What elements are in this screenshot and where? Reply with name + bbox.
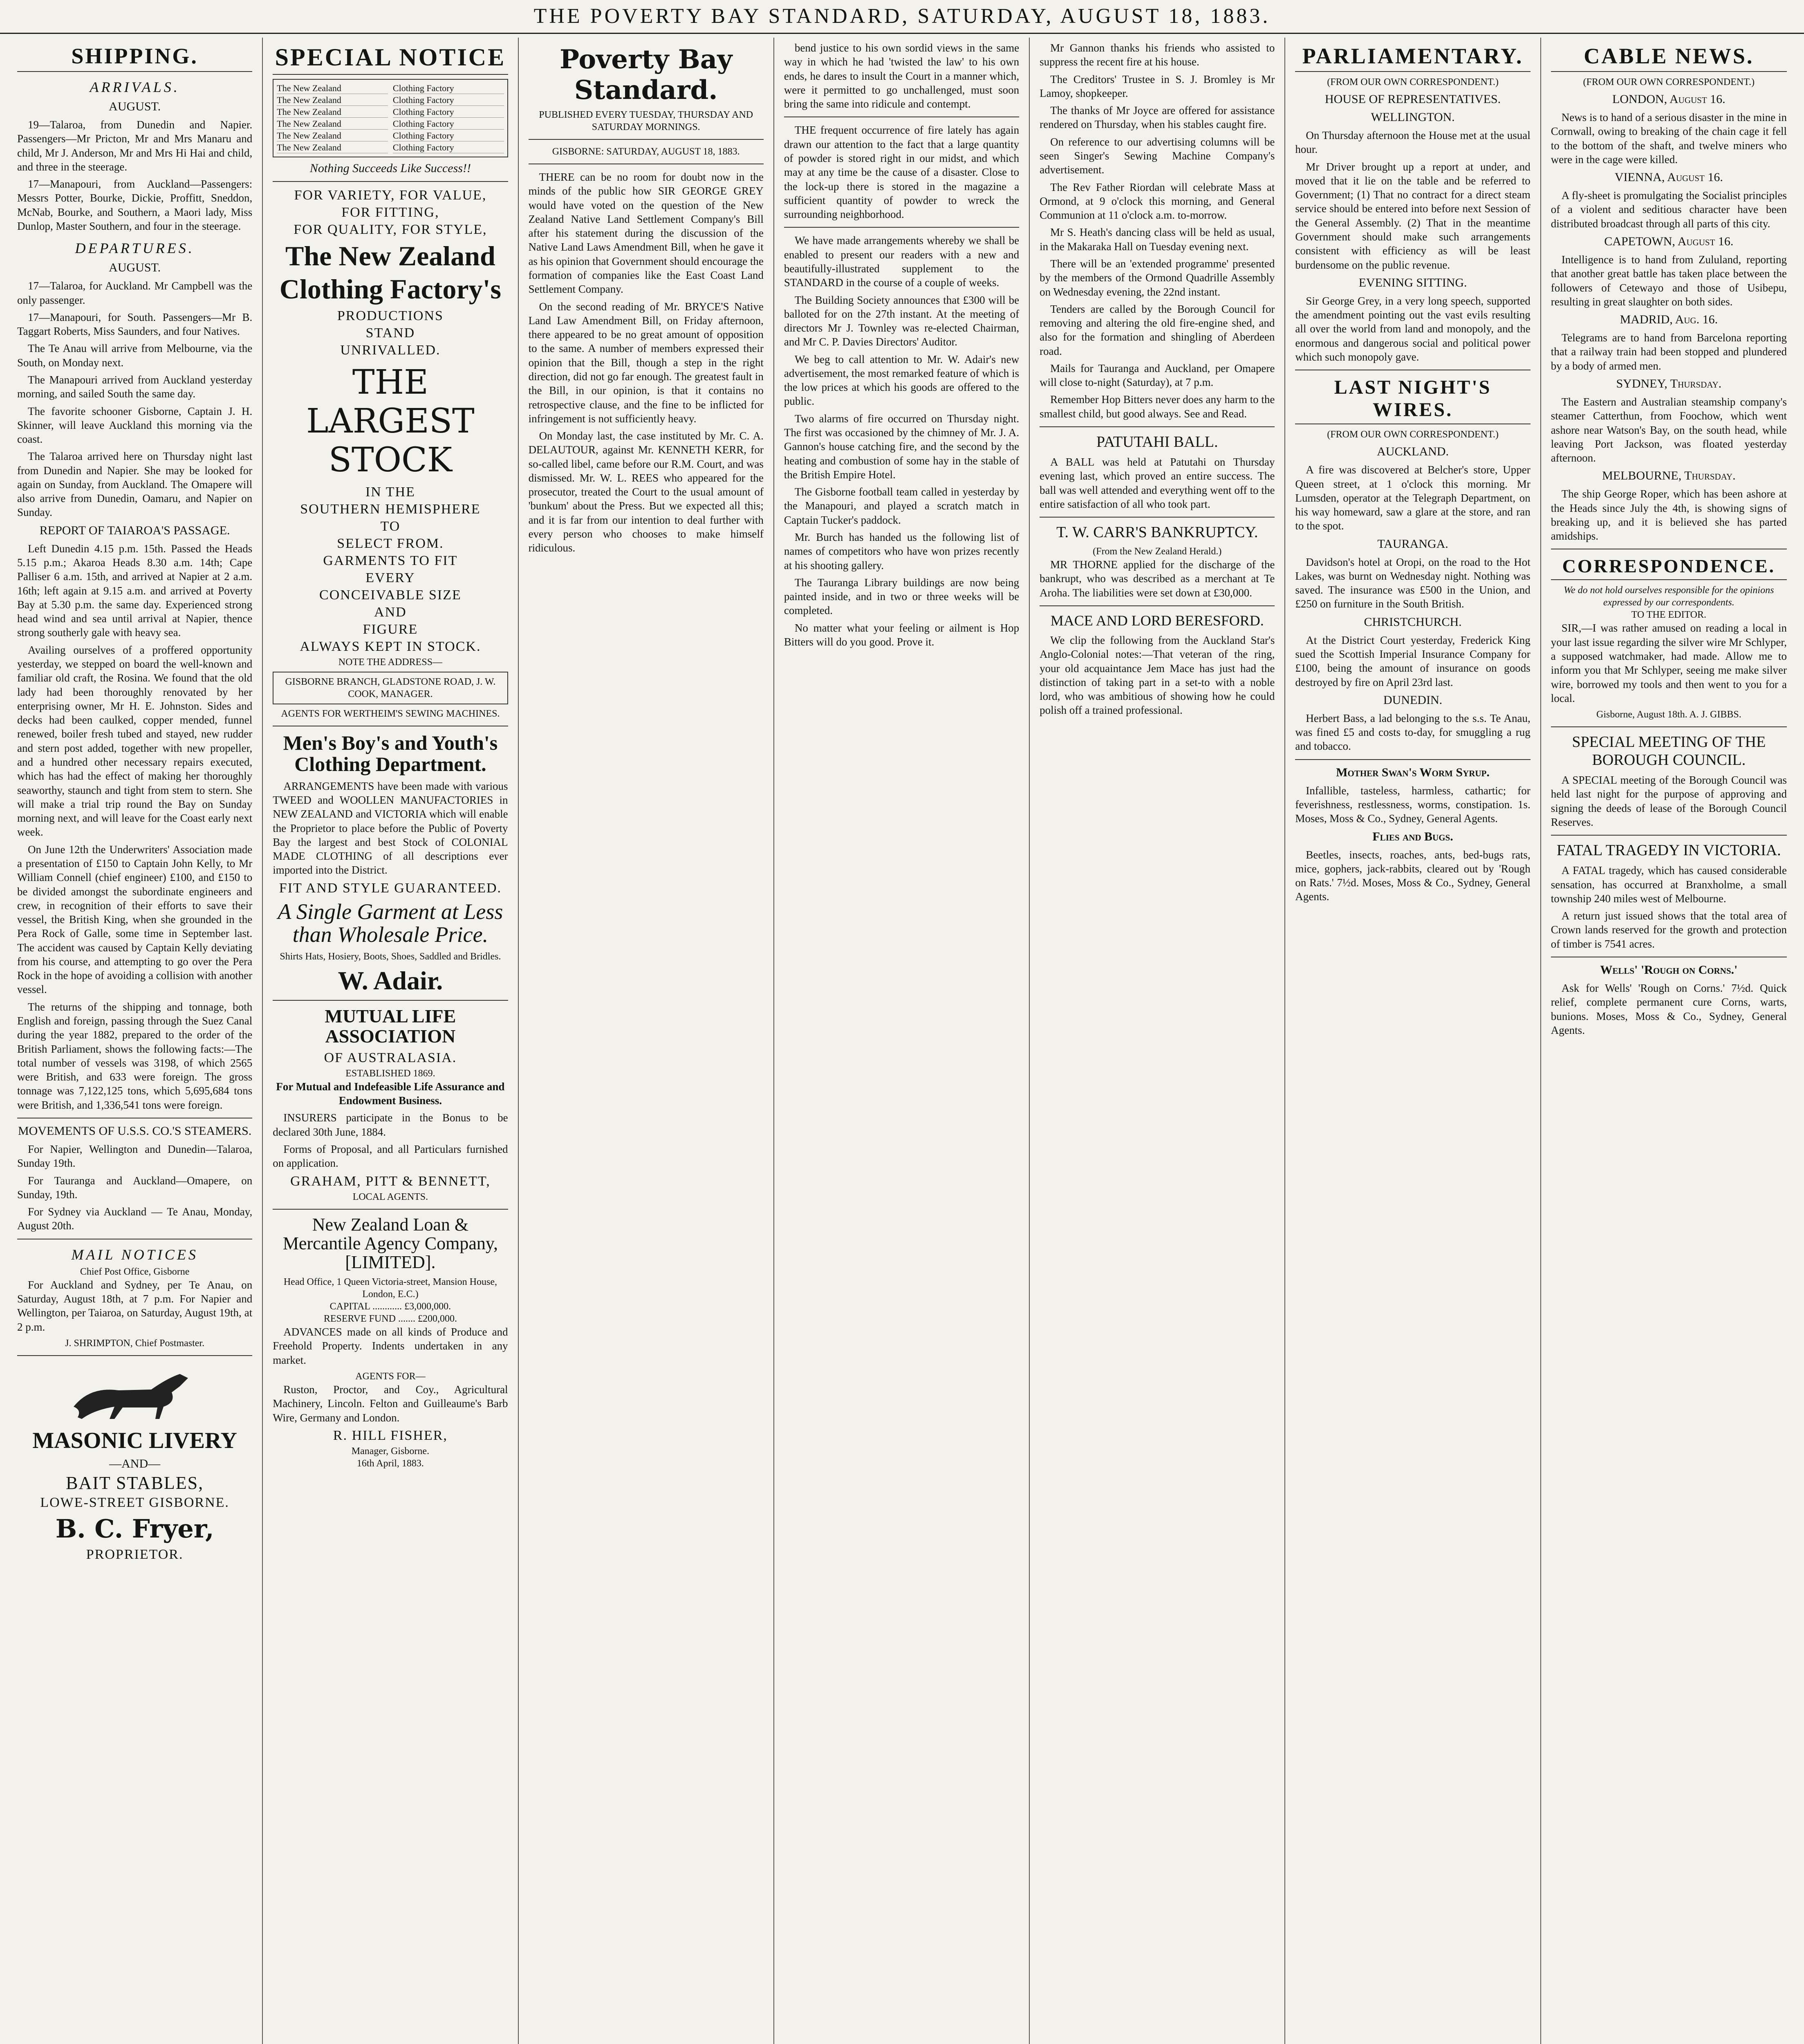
masthead-title: THE POVERTY BAY STANDARD, SATURDAY, AUGUST 18, 1883.	[533, 4, 1271, 28]
cable-sydney: The Eastern and Australian steamship company's steamer Catterthun, from Foochow, which went ashore near Watson's Bay, on the south head, while leaving Port Jackson, was floated yesterday afternoon.	[1551, 395, 1787, 464]
column-shipping	[7, 38, 263, 2044]
ad-dateline: 16th April, 1883.	[356, 1458, 424, 1469]
ad-line-9: TO	[380, 518, 401, 534]
agents-line: AGENTS FOR WERTHEIM'S SEWING MACHINES.	[281, 708, 500, 719]
capital: CAPITAL ............ £3,000,000.	[329, 1301, 451, 1312]
local-10: No matter what your feeling or ailment is Hop Bitters will do you good. Prove it.	[784, 621, 1020, 648]
mail-heading: MAIL NOTICES	[71, 1246, 198, 1263]
adair-name: W. Adair.	[338, 966, 443, 995]
hill-fisher: R. HILL FISHER,	[333, 1428, 448, 1443]
ad-line-16: ALWAYS KEPT IN STOCK.	[300, 639, 481, 654]
local-b-7: There will be an 'extended programme' presented by the members of the Ormond Quadrille Assembly on Wednesday evening, the 22nd instant.	[1040, 257, 1275, 298]
parl-1: On Thursday afternoon the House met at the usual hour.	[1295, 129, 1531, 156]
ad-line-13: CONCEIVABLE SIZE	[319, 587, 462, 603]
nz-clothing-row: Clothing Factory	[393, 107, 504, 118]
graham-pitt: GRAHAM, PITT & BENNETT,	[290, 1173, 491, 1189]
departure-2: 17—Manapouri, for South. Passengers—Mr B. Taggart Roberts, Miss Saunders, and four Natives.	[17, 311, 253, 338]
mail-signature: J. SHRIMPTON, Chief Postmaster.	[65, 1338, 205, 1349]
local-4: The Building Society announces that £300 will be balloted for on the 27th instant. At the meeting of directors Mr J. Townley was re-elected Chairman, and Mr C. P. Davies Directors' Auditor.	[784, 294, 1020, 348]
column-parliamentary	[1285, 38, 1541, 2044]
largest-stock: THE LARGEST STOCK	[306, 363, 475, 480]
local-7: The Gisborne football team called in yesterday by the Manapouri, and played a scratch match in Captain Tucker's paddock.	[784, 486, 1020, 526]
established: ESTABLISHED 1869.	[345, 1068, 435, 1079]
departure-1: 17—Talaroa, for Auckland. Mr Campbell was the only passenger.	[17, 280, 253, 306]
brand-line-2: Clothing Factory's	[279, 273, 501, 305]
livery-name: B. C. Fryer,	[55, 1513, 214, 1544]
livery-and: —AND—	[109, 1457, 161, 1470]
arrival-2: 17—Manapouri, from Auckland—Passengers: Messrs Potter, Bourke, Dickie, Proffitt, Sneddon, McNab, Bourke, and Southern, a Maori lady, Miss Dunlop, Master Southern, and four in the steerage.	[17, 178, 253, 232]
tauranga-heading: TAURANGA.	[1377, 537, 1448, 551]
local-2: THE frequent occurrence of fire lately has again drawn our attention to the fact that a large quantity of powder is stored right in our midst, and which may at any time be the cause of a disaster. Close to the lock-up there is stored in the magazine a sufficient quantity of powder to wreck the surrounding neighborhood.	[784, 124, 1020, 221]
mens-fit: FIT AND STYLE GUARANTEED.	[279, 880, 502, 896]
divider	[273, 1000, 508, 1001]
movements-heading: MOVEMENTS OF U.S.S. CO.'S STEAMERS.	[18, 1124, 252, 1138]
worm-heading: Mother Swan's Worm Syrup.	[1336, 765, 1490, 779]
shipping-heading: SHIPPING.	[17, 43, 252, 72]
nz-clothing-row: The New Zealand	[277, 119, 388, 130]
cable-london: News is to hand of a serious disaster in the mine in Cornwall, owing to breaking of the chain cage it fell to the bottom of the shaft, and twelve miners who were in the cage were killed.	[1551, 111, 1787, 166]
parl-3: Sir George Grey, in a very long speech, supported the amendment pointing out the vast evils resulting all over the world from land and monopoly, and the enormous and dangerous social and political power which such monopoly gave.	[1295, 294, 1531, 363]
wire-1: A fire was discovered at Belcher's store, Upper Queen street, at 1 o'clock this morning. Mr Lumsden, operator at the Telegraph Department, on his way homeward, saw a glare at the store, and ran to the spot.	[1295, 464, 1531, 532]
arrivals-heading: ARRIVALS.	[90, 79, 180, 95]
wire-2: Davidson's hotel at Oropi, on the road to the Hot Lakes, was burnt on Wednesday night. Nothing was saved. The insurance was £500 in the Union, and £250 on furniture in the South British.	[1295, 556, 1531, 610]
livery-street: LOWE-STREET GISBORNE.	[40, 1495, 229, 1510]
parliamentary-sub: (FROM OUR OWN CORRESPONDENT.)	[1327, 77, 1499, 87]
mutual-heading: MUTUAL LIFE ASSOCIATION	[325, 1006, 456, 1047]
nz-clothing-row: The New Zealand	[277, 107, 388, 118]
rough-heading: Wells' 'Rough on Corns.'	[1600, 963, 1738, 977]
cable-heading: CABLE NEWS.	[1551, 43, 1787, 72]
cable-vienna: A fly-sheet is promulgating the Socialist principles of a violent and seditious character have been distributed broadcast through all parts of this city.	[1551, 189, 1787, 230]
patutahi-text: A BALL was held at Patutahi on Thursday evening last, which proved an entire success. The ball was well attended and everything went off to the entire satisfaction of all who took part.	[1040, 456, 1275, 510]
divider	[784, 227, 1019, 228]
correspondence-to: TO THE EDITOR.	[1631, 610, 1706, 621]
nz-clothing-list	[273, 79, 508, 157]
return-text: A return just issued shows that the total area of Crown lands reserved for the growth and protection of timber is 7541 acres.	[1551, 910, 1787, 950]
carr-text: MR THORNE applied for the discharge of the bankrupt, who was described as a merchant at Te Aroha. The liabilities were set down at £30,000.	[1040, 558, 1275, 599]
nz-clothing-row: The New Zealand	[277, 142, 388, 153]
column-editorial	[519, 38, 774, 2044]
dunedin-heading: DUNEDIN.	[1383, 693, 1443, 707]
divider	[17, 1355, 252, 1356]
cable-madrid: Telegrams are to hand from Barcelona reporting that a railway train had been stopped and plundered by a body of armed men.	[1551, 332, 1787, 372]
agents-list: Ruston, Proctor, and Coy., Agricultural Machinery, Lincoln. Felton and Guilleaume's Barb Wire, Germany and London.	[273, 1383, 508, 1424]
paper-title: Poverty Bay Standard.	[559, 44, 733, 105]
ad-line-4: PRODUCTIONS	[337, 308, 444, 323]
divider	[1040, 517, 1275, 518]
shipping-note-2: The Manapouri arrived from Auckland yesterday morning, and sailed South the same day.	[17, 373, 253, 400]
movement-3: For Sydney via Auckland — Te Anau, Monday, August 20th.	[17, 1206, 253, 1232]
editorial-2: On the second reading of Mr. BRYCE'S Native Land Law Amendment Bill, on Friday afternoon, there appeared to be no great amount of opposition to the same. A number of members expressed their opinion that the Bill, though a step in the right direction, did not go far enough. The greatest fault in the Bill, in our opinion, is that it contains no retrospective clause, and the fine to be inflicted for infringement is not sufficiently heavy.	[528, 300, 764, 425]
report-heading: REPORT OF TAIAROA'S PASSAGE.	[39, 523, 230, 537]
worm-text: Infallible, tasteless, harmless, cathartic; for feverishness, restlessness, worms, constipation. 1s. Moses, Moss & Co., Sydney, General Agents.	[1295, 784, 1531, 825]
carr-sub: (From the New Zealand Herald.)	[1093, 546, 1222, 557]
auckland-heading: AUCKLAND.	[1377, 445, 1449, 459]
local-b-9: Mails for Tauranga and Auckland, per Omapere will close to-night (Saturday), at 7 p.m.	[1040, 362, 1275, 389]
local-b-4: On reference to our advertising columns will be seen Singer's Sewing Machine Company's advertisement.	[1040, 135, 1275, 176]
wire-3: At the District Court yesterday, Frederick King sued the Scottish Imperial Insurance Company for £100, being the amount of insurance on goods destroyed by fire on April 23rd last.	[1295, 634, 1531, 688]
correspondence-text: SIR,—I was rather amused on reading a local in your last issue regarding the silver wire Mr Schlyper, a supposed watchmaker, had made. Allow me to inform you that Mr Schlyper, seeing me make silver wire, borrowed my tools and then went to you for a local.	[1551, 622, 1787, 704]
hill-role: Manager, Gisborne.	[351, 1446, 430, 1457]
council-heading: SPECIAL MEETING OF THE BOROUGH COUNCIL.	[1572, 733, 1766, 769]
ad-line-6: UNRIVALLED.	[340, 342, 441, 358]
ad-line-10: SELECT FROM.	[337, 536, 444, 551]
evening-heading: EVENING SITTING.	[1358, 276, 1467, 289]
divider	[1551, 726, 1787, 727]
ad-line-15: FIGURE	[363, 621, 418, 637]
departures-month: AUGUST.	[109, 261, 161, 275]
melbourne-heading: MELBOURNE, Thursday.	[1602, 469, 1736, 483]
local-b-2: The Creditors' Trustee in S. J. Bromley is Mr Lamoy, shopkeeper.	[1040, 73, 1275, 99]
divider	[273, 1209, 508, 1210]
capetown-heading: CAPETOWN, August 16.	[1604, 234, 1734, 248]
cable-melbourne: The ship George Roper, which has been ashore at the Heads since July the 4th, is showing signs of breaking up, and it is believed she has parted amidships.	[1551, 488, 1787, 542]
rough-text: Ask for Wells' 'Rough on Corns.' 7½d. Quick relief, complete permanent cure Corns, warts, bunions. Moses, Moss & Co., Sydney, General Agents.	[1551, 982, 1787, 1036]
agents-for: AGENTS FOR—	[355, 1371, 426, 1382]
single-sub: Shirts Hats, Hosiery, Boots, Shoes, Saddled and Bridles.	[280, 951, 501, 962]
ad-line-5: STAND	[365, 325, 415, 341]
local-3: We have made arrangements whereby we shall be enabled to present our readers with a new and beautifully-illustrated supplement to the STANDARD in the course of a couple of weeks.	[784, 234, 1020, 289]
madrid-heading: MADRID, Aug. 16.	[1620, 313, 1718, 327]
shipping-body-2: On June 12th the Underwriters' Association made a presentation of £150 to Captain John Kelly, to Mr William Connell (chief engineer) £100, and £150 to be divided amongst the subordinate engineers and crew, in recognition of their efforts to save their vessel, the British King, when she grounded in the Pera Rock of Galle, some time in September last. The accident was caused by Captain Kelly deviating from his course, and attempting to go over the Pera Rock in the hope of avoiding a collision with another vessel.	[17, 843, 253, 996]
council-text: A SPECIAL meeting of the Borough Council was held last night for the purpose of approving and signing the deeds of lease of the Borough Council Reserves.	[1551, 774, 1787, 828]
mens-heading: Men's Boy's and Youth's Clothing Department.	[283, 731, 498, 776]
editorial-dateline: GISBORNE: SATURDAY, AUGUST 18, 1883.	[552, 146, 740, 157]
movement-1: For Napier, Wellington and Dunedin—Talaroa, Sunday 19th.	[17, 1143, 253, 1170]
nz-clothing-row: The New Zealand	[277, 95, 388, 106]
single-garment: A Single Garment at Less than Wholesale Price.	[278, 899, 503, 947]
wires-sub: (FROM OUR OWN CORRESPONDENT.)	[1327, 429, 1499, 440]
address-block: GISBORNE BRANCH, GLADSTONE ROAD, J. W. COOK, MANAGER.	[273, 672, 508, 704]
local-b-1: Mr Gannon thanks his friends who assisted to suppress the recent fire at his house.	[1040, 42, 1275, 68]
mace-text: We clip the following from the Auckland Star's Anglo-Colonial notes:—That veteran of the ring, your old acquaintance Jem Mace has just had the distinction of taking part in a set-to with a noble lord, who was ambitious of showing how he could polish off a trained professional.	[1040, 634, 1275, 717]
fatal-text: A FATAL tragedy, which has caused considerable sensation, has occurred at Branxholme, a small township 240 miles west of Melbourne.	[1551, 864, 1787, 905]
parliamentary-heading: PARLIAMENTARY.	[1295, 43, 1530, 72]
editorial-3: On Monday last, the case instituted by Mr. C. A. DELAUTOUR, against Mr. KENNETH KERR, for so-called libel, came before our R.M. Court, and was dismissed. Mr. W. L. REES who appeared for the prosecutor, treated the Court to the usual amount of 'bunkum' about the Press. But we expected all this; and it is far from our intention to deal further with every person who chooses to make himself ridiculous.	[528, 430, 764, 554]
shipping-note-4: The Talaroa arrived here on Thursday night last from Dunedin and Napier. She may be looked for again on Sunday, from Auckland. The Omapere will also arrive from Dunedin, Oamaru, and Napier on Sunday.	[17, 450, 253, 519]
local-b-8: Tenders are called by the Borough Council for removing and altering the old fire-engine shed, and also for the formation and shingling of Aberdeen road.	[1040, 303, 1275, 357]
columns	[7, 38, 1797, 2044]
flies-heading: Flies and Bugs.	[1372, 829, 1453, 843]
mens-text: ARRANGEMENTS have been made with various TWEED and WOOLLEN MANUFACTORIES in NEW ZEALAND and VICTORIA which will enable the Proprietor to place before the Public of Poverty Bay the largest and best Stock of COLONIAL MADE CLOTHING of all descriptions ever imported into the District.	[273, 780, 508, 876]
insurers-text: INSURERS participate in the Bonus to be declared 30th June, 1884.	[273, 1112, 508, 1138]
arrivals-month: AUGUST.	[109, 100, 161, 113]
local-6: Two alarms of fire occurred on Thursday night. The first was occasioned by the chimney of Mr. J. A. Gannon's house catching fire, and the second by the heating and combustion of some hay in the stable of the British Empire Hotel.	[784, 412, 1020, 481]
ad-line-14: AND	[374, 604, 407, 620]
livery-role: PROPRIETOR.	[86, 1546, 184, 1562]
brand-line-1: The New Zealand	[285, 240, 495, 271]
divider	[1040, 426, 1275, 427]
flies-text: Beetles, insects, roaches, ants, bed-bugs rats, mice, gophers, jack-rabbits, cleared out by 'Rough on Rats.' 7½d. Moses, Moss & Co., Sydney, General Agents.	[1295, 848, 1531, 903]
nz-clothing-row: Clothing Factory	[393, 142, 504, 153]
ad-line-7: IN THE	[365, 484, 415, 500]
local-agents: LOCAL AGENTS.	[352, 1191, 428, 1202]
masthead	[0, 0, 1804, 34]
column-local-news-2	[1030, 38, 1285, 2044]
parl-2: Mr Driver brought up a report at under, and moved that it lie on the table and be referred to Government; (1) That no contract for a direct steam service should be entered into before next Session of the General Assembly. (2) That in the meantime Government should make such arrangements consistent with efficiency as will be least burdensome on the public revenue.	[1295, 160, 1531, 271]
editorial-1: THERE can be no room for doubt now in the minds of the public how SIR GEORGE GREY would have voted on the question of the New Zealand Native Land Settlement Company's Bill after his statement during the discussion of the Native Land Laws Amendment Bill, when he gave it as his opinion that Government should encourage the formation of companies like the East Coast Land Settlement Company.	[528, 171, 764, 296]
ad-line-12: EVERY	[365, 570, 415, 585]
wires-heading: LAST NIGHT'S WIRES.	[1295, 376, 1530, 424]
mutual-sub: OF AUSTRALASIA.	[324, 1050, 457, 1065]
local-b-10: Remember Hop Bitters never does any harm to the smallest child, but good always. See and Read.	[1040, 393, 1275, 420]
mail-text: For Auckland and Sydney, per Te Anau, on Saturday, August 18th, at 7 p.m. For Napier and Wellington, per Taiaroa, on Saturday, August 19th, at 2 p.m.	[17, 1278, 253, 1333]
ad-line-11: GARMENTS TO FIT	[323, 553, 458, 568]
special-notice-heading: SPECIAL NOTICE	[273, 43, 508, 75]
ad-line-1: FOR VARIETY, FOR VALUE,	[294, 188, 487, 203]
shipping-note-1: The Te Anau will arrive from Melbourne, via the South, on Monday next.	[17, 342, 253, 369]
shipping-body-3: The returns of the shipping and tonnage, both English and foreign, passing through the Suez Canal during the year 1882, prepared to the order of the British Parliament, shows the following facts:—The total number of vessels was 3198, of which 2565 were British, and 633 were foreign. The gross tonnage was 7,122,125 tons, which 5,695,684 tons were British, and 1,336,541 tons were foreign.	[17, 1000, 253, 1111]
local-b-3: The thanks of Mr Joyce are offered for assistance rendered on Thursday, when his stables caught fire.	[1040, 104, 1275, 131]
shipping-body-1: Availing ourselves of a proffered opportunity yesterday, we stepped on board the well-known and familiar old craft, the Rosina. We found that the old lady had been thoroughly renovated by her enterprising owner, Mr H. E. Johnston. Sides and decks had been caulked, copper mended, funnel renewed, boiler fresh tubed and stayed, new rudder and stern post added, together with new propeller, and a hundred other necessary repairs executed, which has had the effect of making her thoroughly seaworthy, staunch and tight from stem to stern. She will make a trial trip round the Bay on Sunday morning next, and will leave for the Coast early next week.	[17, 643, 253, 838]
local-b-6: Mr S. Heath's dancing class will be held as usual, in the Makaraka Hall on Tuesday evening next.	[1040, 226, 1275, 253]
arrival-1: 19—Talaroa, from Dunedin and Napier. Passengers—Mr Pricton, Mr and Mrs Manaru and child, Mr J. Anderson, Mr and Mrs Hi Hai and child, and three in the steerage.	[17, 119, 253, 173]
column-advertisements	[263, 38, 518, 2044]
wire-4: Herbert Bass, a lad belonging to the s.s. Te Anau, was fined £5 and costs to-day, for smuggling a rug and tobacco.	[1295, 712, 1531, 753]
divider	[529, 139, 764, 140]
departures-heading: DEPARTURES.	[75, 240, 195, 257]
report-text: Left Dunedin 4.15 p.m. 15th. Passed the Heads 5.15 p.m.; Akaroa Heads 8.30 a.m. 14th; Cape Palliser 6 a.m. 15th, and arrived at Napier at 2 a.m. 16th; left again at 9.15 a.m. and arrived at Poverty Bay at 5.30 p.m. the same day. Experienced strong head wind and sea until arrival at Napier, thence strong southerly gale with heavy sea.	[17, 542, 253, 639]
column-local-news	[774, 38, 1030, 2044]
note-address: NOTE THE ADDRESS—	[338, 657, 443, 668]
movement-2: For Tauranga and Auckland—Omapere, on Sunday, 19th.	[17, 1174, 253, 1201]
fatal-heading: FATAL TRAGEDY IN VICTORIA.	[1557, 842, 1781, 859]
loan-heading: New Zealand Loan & Mercantile Agency Company, [LIMITED].	[282, 1214, 498, 1272]
christchurch-heading: CHRISTCHURCH.	[1364, 615, 1462, 629]
correspondence-note: We do not hold ourselves responsible for the opinions expressed by our correspondents.	[1564, 585, 1774, 608]
nz-clothing-row: Clothing Factory	[393, 119, 504, 130]
house-heading: HOUSE OF REPRESENTATIVES.	[1324, 92, 1501, 106]
divider	[1295, 759, 1530, 760]
nz-clothing-row: Clothing Factory	[393, 83, 504, 94]
divider	[1551, 835, 1787, 836]
column-cable-news	[1541, 38, 1797, 2044]
wellington-heading: WELLINGTON.	[1371, 110, 1455, 124]
london-heading: LONDON, August 16.	[1612, 92, 1726, 106]
mutual-text: For Mutual and Indefeasible Life Assurance and Endowment Business.	[276, 1080, 505, 1107]
patutahi-heading: PATUTAHI BALL.	[1096, 433, 1218, 451]
head-office: Head Office, 1 Queen Victoria-street, Mansion House, London, E.C.)	[283, 1277, 498, 1300]
shipping-note-3: The favorite schooner Gisborne, Captain J. H. Skinner, will leave Auckland this morning via the coast.	[17, 405, 253, 446]
nz-clothing-row: The New Zealand	[277, 130, 388, 141]
ad-line-3: FOR QUALITY, FOR STYLE,	[294, 222, 487, 237]
livery-heading: MASONIC LIVERY	[32, 1428, 237, 1453]
nz-clothing-row: The New Zealand	[277, 83, 388, 94]
ad-line-8: SOUTHERN HEMISPHERE	[300, 501, 481, 517]
vienna-heading: VIENNA, August 16.	[1614, 170, 1723, 184]
mail-subheading: Chief Post Office, Gisborne	[80, 1266, 190, 1277]
divider	[273, 181, 508, 182]
motto: Nothing Succeeds Like Success!!	[309, 161, 471, 175]
advances-text: ADVANCES made on all kinds of Produce and Freehold Property. Indents undertaken in any market.	[273, 1326, 508, 1366]
sydney-heading: SYDNEY, Thursday.	[1616, 377, 1722, 390]
horse-illustration-icon	[57, 1362, 213, 1423]
local-1: bend justice to his own sordid views in the same way in which he had 'twisted the law' to his own ends, he dares to insult the Court in a manner which, were it permitted to go unchallenged, must soon bring the same into ridicule and contempt.	[784, 42, 1020, 110]
mace-heading: MACE AND LORD BERESFORD.	[1050, 612, 1264, 629]
reserve: RESERVE FUND ....... £200,000.	[323, 1313, 457, 1325]
local-b-5: The Rev Father Riordan will celebrate Mass at Ormond, at 9 o'clock this morning, and General Communion at 11 o'clock a.m. to-morrow.	[1040, 181, 1275, 222]
divider	[1040, 605, 1275, 606]
local-5: We beg to call attention to Mr. W. Adair's new advertisement, the most remarked feature of which is the low prices at which his goods are offered to the public.	[784, 353, 1020, 408]
livery-sub: BAIT STABLES,	[66, 1472, 204, 1493]
cable-sub: (FROM OUR OWN CORRESPONDENT.)	[1583, 77, 1755, 87]
forms-text: Forms of Proposal, and all Particulars furnished on application.	[273, 1143, 508, 1170]
published-line: PUBLISHED EVERY TUESDAY, THURSDAY AND SATURDAY MORNINGS.	[539, 110, 753, 132]
local-8: Mr. Burch has handed us the following list of names of competitors who have won prizes recently at his shooting gallery.	[784, 531, 1020, 572]
nz-clothing-row: Clothing Factory	[393, 130, 504, 141]
local-9: The Tauranga Library buildings are now being painted inside, and in two or three weeks will be completed.	[784, 576, 1020, 617]
nz-clothing-row: Clothing Factory	[393, 95, 504, 106]
cable-capetown: Intelligence is to hand from Zululand, reporting that another great battle has taken place between the followers of Cetewayo and those of Usibepu, resulting in great slaughter on both sides.	[1551, 253, 1787, 308]
correspondence-sign: Gisborne, August 18th. A. J. GIBBS.	[1596, 709, 1741, 720]
carr-heading: T. W. CARR'S BANKRUPTCY.	[1056, 524, 1258, 541]
correspondence-heading: CORRESPONDENCE.	[1551, 555, 1787, 580]
ad-line-2: FOR FITTING,	[341, 205, 439, 220]
